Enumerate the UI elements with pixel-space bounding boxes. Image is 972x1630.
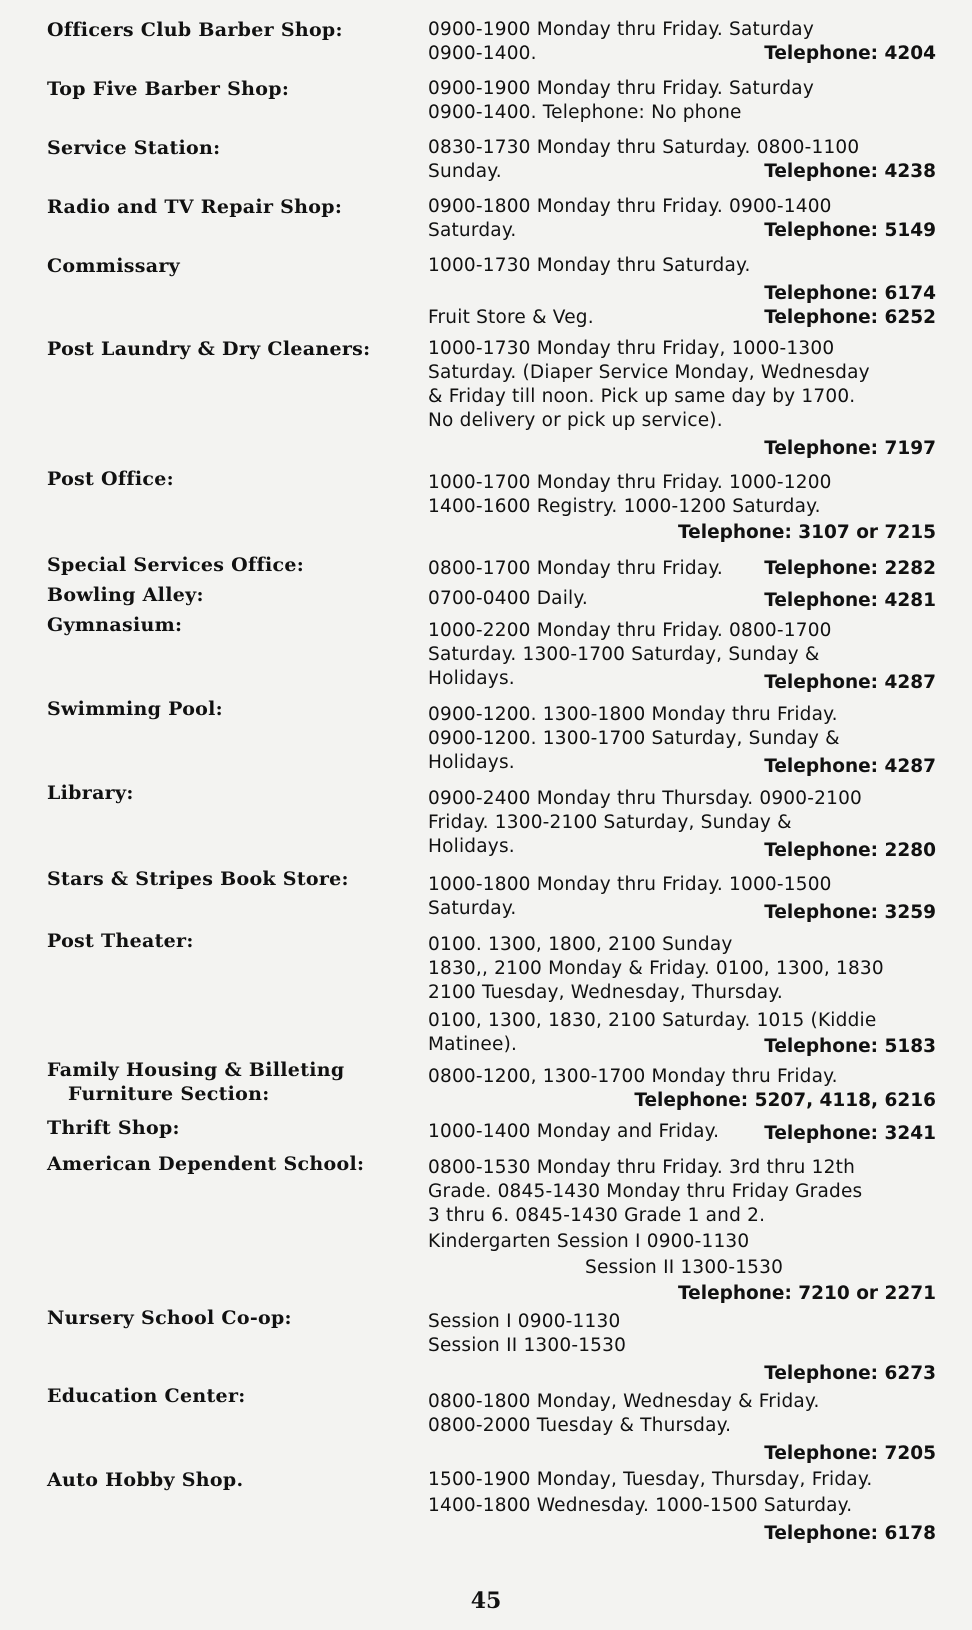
entry-description: 0900-1900 Monday thru Friday. Saturday xyxy=(428,78,814,99)
entry-telephone: Telephone: 7197 xyxy=(764,438,936,459)
entry-telephone: Telephone: 2282 xyxy=(764,558,936,579)
entry-label: Nursery School Co-op: xyxy=(47,1307,292,1329)
entry-telephone: Telephone: 6178 xyxy=(764,1523,936,1544)
entry-telephone: Telephone: 3107 or 7215 xyxy=(678,522,936,543)
entry-label: Library: xyxy=(47,782,134,804)
entry-label: Bowling Alley: xyxy=(47,584,204,606)
entry-telephone: Telephone: 6252 xyxy=(764,307,936,328)
entry-telephone: Telephone: 5149 xyxy=(764,220,936,241)
entry-description: Saturday. (Diaper Service Monday, Wednesday xyxy=(428,362,870,383)
entry-label: Post Theater: xyxy=(47,930,194,952)
entry-description: 0900-1200. 1300-1800 Monday thru Friday. xyxy=(428,704,838,725)
entry-description: 0800-1800 Monday, Wednesday & Friday. xyxy=(428,1391,820,1412)
entry-description: & Friday till noon. Pick up same day by 1700. xyxy=(428,386,856,407)
entry-label: Post Office: xyxy=(47,468,174,490)
entry-telephone: Telephone: 5183 xyxy=(764,1036,936,1057)
entry-label: Stars & Stripes Book Store: xyxy=(47,868,349,890)
entry-description: 1000-2200 Monday thru Friday. 0800-1700 xyxy=(428,620,832,641)
entry-label: Commissary xyxy=(47,255,180,277)
entry-telephone: Telephone: 4281 xyxy=(764,590,936,611)
entry-telephone: Telephone: 6174 xyxy=(764,283,936,304)
entry-description: Kindergarten Session I 0900-1130 xyxy=(428,1231,750,1252)
entry-description: 1830,, 2100 Monday & Friday. 0100, 1300, 1830 xyxy=(428,958,884,979)
entry-description: 1000-1800 Monday thru Friday. 1000-1500 xyxy=(428,874,832,895)
entry-label: Service Station: xyxy=(47,137,221,159)
entry-description: 1000-1400 Monday and Friday. xyxy=(428,1121,720,1142)
entry-label: American Dependent School: xyxy=(47,1153,365,1175)
entry-telephone: Telephone: 4287 xyxy=(764,672,936,693)
entry-description: 1400-1800 Wednesday. 1000-1500 Saturday. xyxy=(428,1495,853,1516)
entry-description: 0800-2000 Tuesday & Thursday. xyxy=(428,1415,732,1436)
entry-telephone: Telephone: 3241 xyxy=(764,1123,936,1144)
entry-label: Special Services Office: xyxy=(47,554,305,576)
entry-label: Swimming Pool: xyxy=(47,698,223,720)
entry-telephone: Telephone: 4204 xyxy=(764,43,936,64)
page-number: 45 xyxy=(470,1588,502,1614)
entry-description: 0800-1200, 1300-1700 Monday thru Friday. xyxy=(428,1066,838,1087)
entry-telephone: Telephone: 4287 xyxy=(764,756,936,777)
entry-description: Session I 0900-1130 xyxy=(428,1311,621,1332)
entry-telephone: Telephone: 7205 xyxy=(764,1443,936,1464)
entry-telephone: Telephone: 3259 xyxy=(764,902,936,923)
entry-label: Gymnasium: xyxy=(47,614,183,636)
entry-label: Auto Hobby Shop. xyxy=(47,1469,244,1491)
entry-description: Grade. 0845-1430 Monday thru Friday Grades xyxy=(428,1181,863,1202)
entry-description: Fruit Store & Veg. xyxy=(428,307,594,328)
entry-description: 0900-1800 Monday thru Friday. 0900-1400 xyxy=(428,196,832,217)
entry-label: Radio and TV Repair Shop: xyxy=(47,196,343,218)
entry-description: 0800-1530 Monday thru Friday. 3rd thru 12th xyxy=(428,1157,855,1178)
entry-description: Saturday. 1300-1700 Saturday, Sunday & xyxy=(428,644,820,665)
entry-telephone: Telephone: 7210 or 2271 xyxy=(678,1283,936,1304)
entry-description: 0100. 1300, 1800, 2100 Sunday xyxy=(428,934,733,955)
entry-telephone: Telephone: 5207, 4118, 6216 xyxy=(634,1090,936,1111)
entry-label: Thrift Shop: xyxy=(47,1117,180,1139)
entry-description: 1000-1700 Monday thru Friday. 1000-1200 xyxy=(428,472,832,493)
entry-description: Session II 1300-1530 xyxy=(428,1335,627,1356)
entry-description: Saturday. xyxy=(428,898,517,919)
entry-label: Top Five Barber Shop: xyxy=(47,78,290,100)
entry-label: Post Laundry & Dry Cleaners: xyxy=(47,338,371,360)
entry-description: Session II 1300-1530 xyxy=(585,1257,784,1278)
entry-description: 0700-0400 Daily. xyxy=(428,588,588,609)
entry-description: 0900-1200. 1300-1700 Saturday, Sunday & xyxy=(428,728,840,749)
entry-description: Matinee). xyxy=(428,1034,518,1055)
entry-description: 1000-1730 Monday thru Friday, 1000-1300 xyxy=(428,338,835,359)
entry-description: No delivery or pick up service). xyxy=(428,410,723,431)
entry-description: 0900-2400 Monday thru Thursday. 0900-2100 xyxy=(428,788,863,809)
entry-description: Holidays. xyxy=(428,668,515,689)
entry-description: 3 thru 6. 0845-1430 Grade 1 and 2. xyxy=(428,1205,766,1226)
entry-description: 2100 Tuesday, Wednesday, Thursday. xyxy=(428,982,783,1003)
entry-description: Saturday. xyxy=(428,220,517,241)
entry-description: 1000-1730 Monday thru Saturday. xyxy=(428,255,751,276)
entry-label: Officers Club Barber Shop: xyxy=(47,19,343,41)
entry-description: 1400-1600 Registry. 1000-1200 Saturday. xyxy=(428,496,821,517)
entry-telephone: Telephone: 2280 xyxy=(764,840,936,861)
entry-description: 0900-1400. xyxy=(428,43,537,64)
entry-description: 0830-1730 Monday thru Saturday. 0800-1100 xyxy=(428,137,860,158)
entry-description: 1500-1900 Monday, Tuesday, Thursday, Friday. xyxy=(428,1469,873,1490)
entry-description: 0900-1900 Monday thru Friday. Saturday xyxy=(428,19,814,40)
entry-description: 0100, 1300, 1830, 2100 Saturday. 1015 (Kiddie xyxy=(428,1010,877,1031)
entry-label: Education Center: xyxy=(47,1385,246,1407)
entry-description: Friday. 1300-2100 Saturday, Sunday & xyxy=(428,812,792,833)
entry-label: Furniture Section: xyxy=(68,1083,270,1105)
entry-label: Family Housing & Billeting xyxy=(47,1059,345,1081)
entry-description: Holidays. xyxy=(428,752,515,773)
entry-description: 0800-1700 Monday thru Friday. xyxy=(428,558,723,579)
entry-description: Sunday. xyxy=(428,161,502,182)
entry-description: Holidays. xyxy=(428,836,515,857)
entry-telephone: Telephone: 4238 xyxy=(764,161,936,182)
entry-description: 0900-1400. Telephone: No phone xyxy=(428,102,742,123)
entry-telephone: Telephone: 6273 xyxy=(764,1363,936,1384)
